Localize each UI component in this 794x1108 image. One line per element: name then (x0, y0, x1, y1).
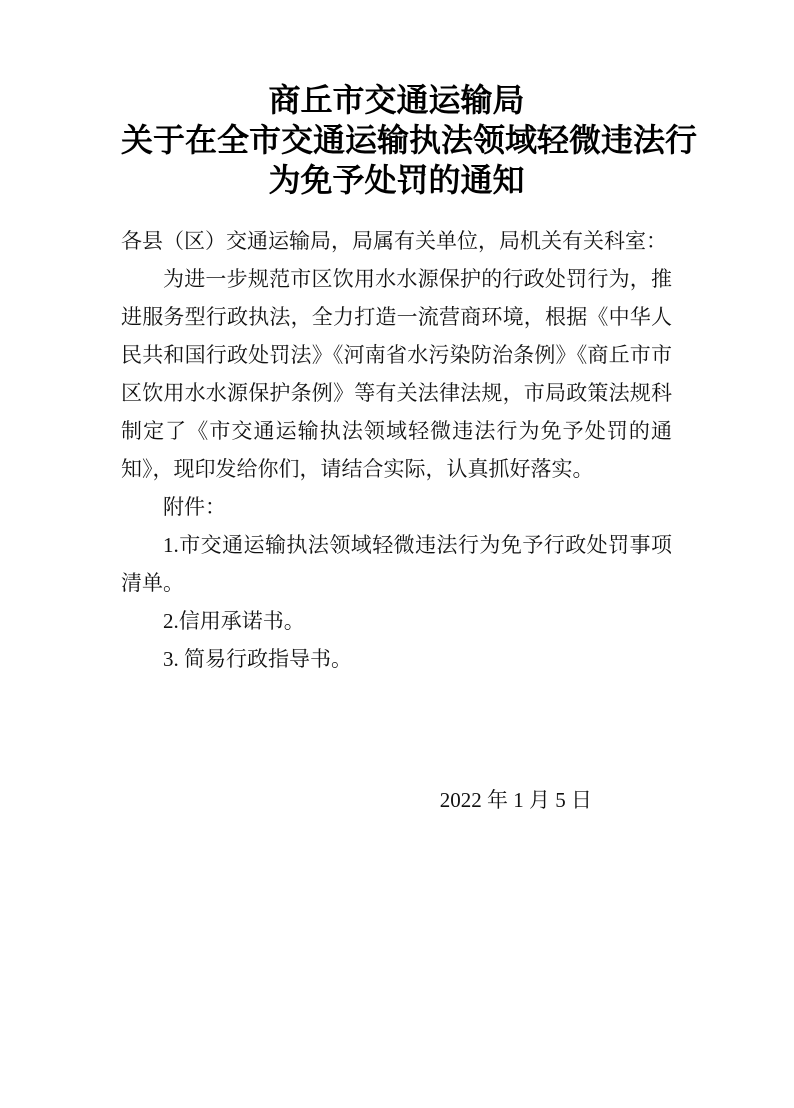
document-date: 2022 年 1 月 5 日 (439, 788, 592, 812)
attachment-item-3: 3. 简易行政指导书。 (163, 647, 352, 671)
document-title (121, 80, 698, 200)
attachments-label: 附件： (163, 495, 226, 519)
attachment-item-2: 2.信用承诺书。 (163, 609, 305, 633)
title-line-subject-2: 为免予处罚的通知 (268, 162, 525, 198)
title-line-subject-1: 关于在全市交通运输执法领域轻微违法行 (121, 122, 698, 158)
salutation: 各县（区）交通运输局，局属有关单位，局机关有关科室： (121, 229, 667, 253)
title-line-org: 商丘市交通运输局 (268, 82, 525, 118)
attachment-item-1: 1.市交通运输执法领域轻微违法行为免予行政处罚事项清单。 (121, 533, 672, 595)
body-paragraph: 为进一步规范市区饮用水水源保护的行政处罚行为，推进服务型行政执法，全力打造一流营商环境，根据《中华人民共和国行政处罚法》《河南省水污染防治条例》《商丘市市区饮用水水源保护条例》等有关法律法规，市局政策法规科制定了《市交通运输执法领域轻微违法行为免予处罚的通知》，现印发给你们，请结合实际，认真抓好落实。 (121, 267, 672, 481)
document-body (121, 222, 672, 819)
